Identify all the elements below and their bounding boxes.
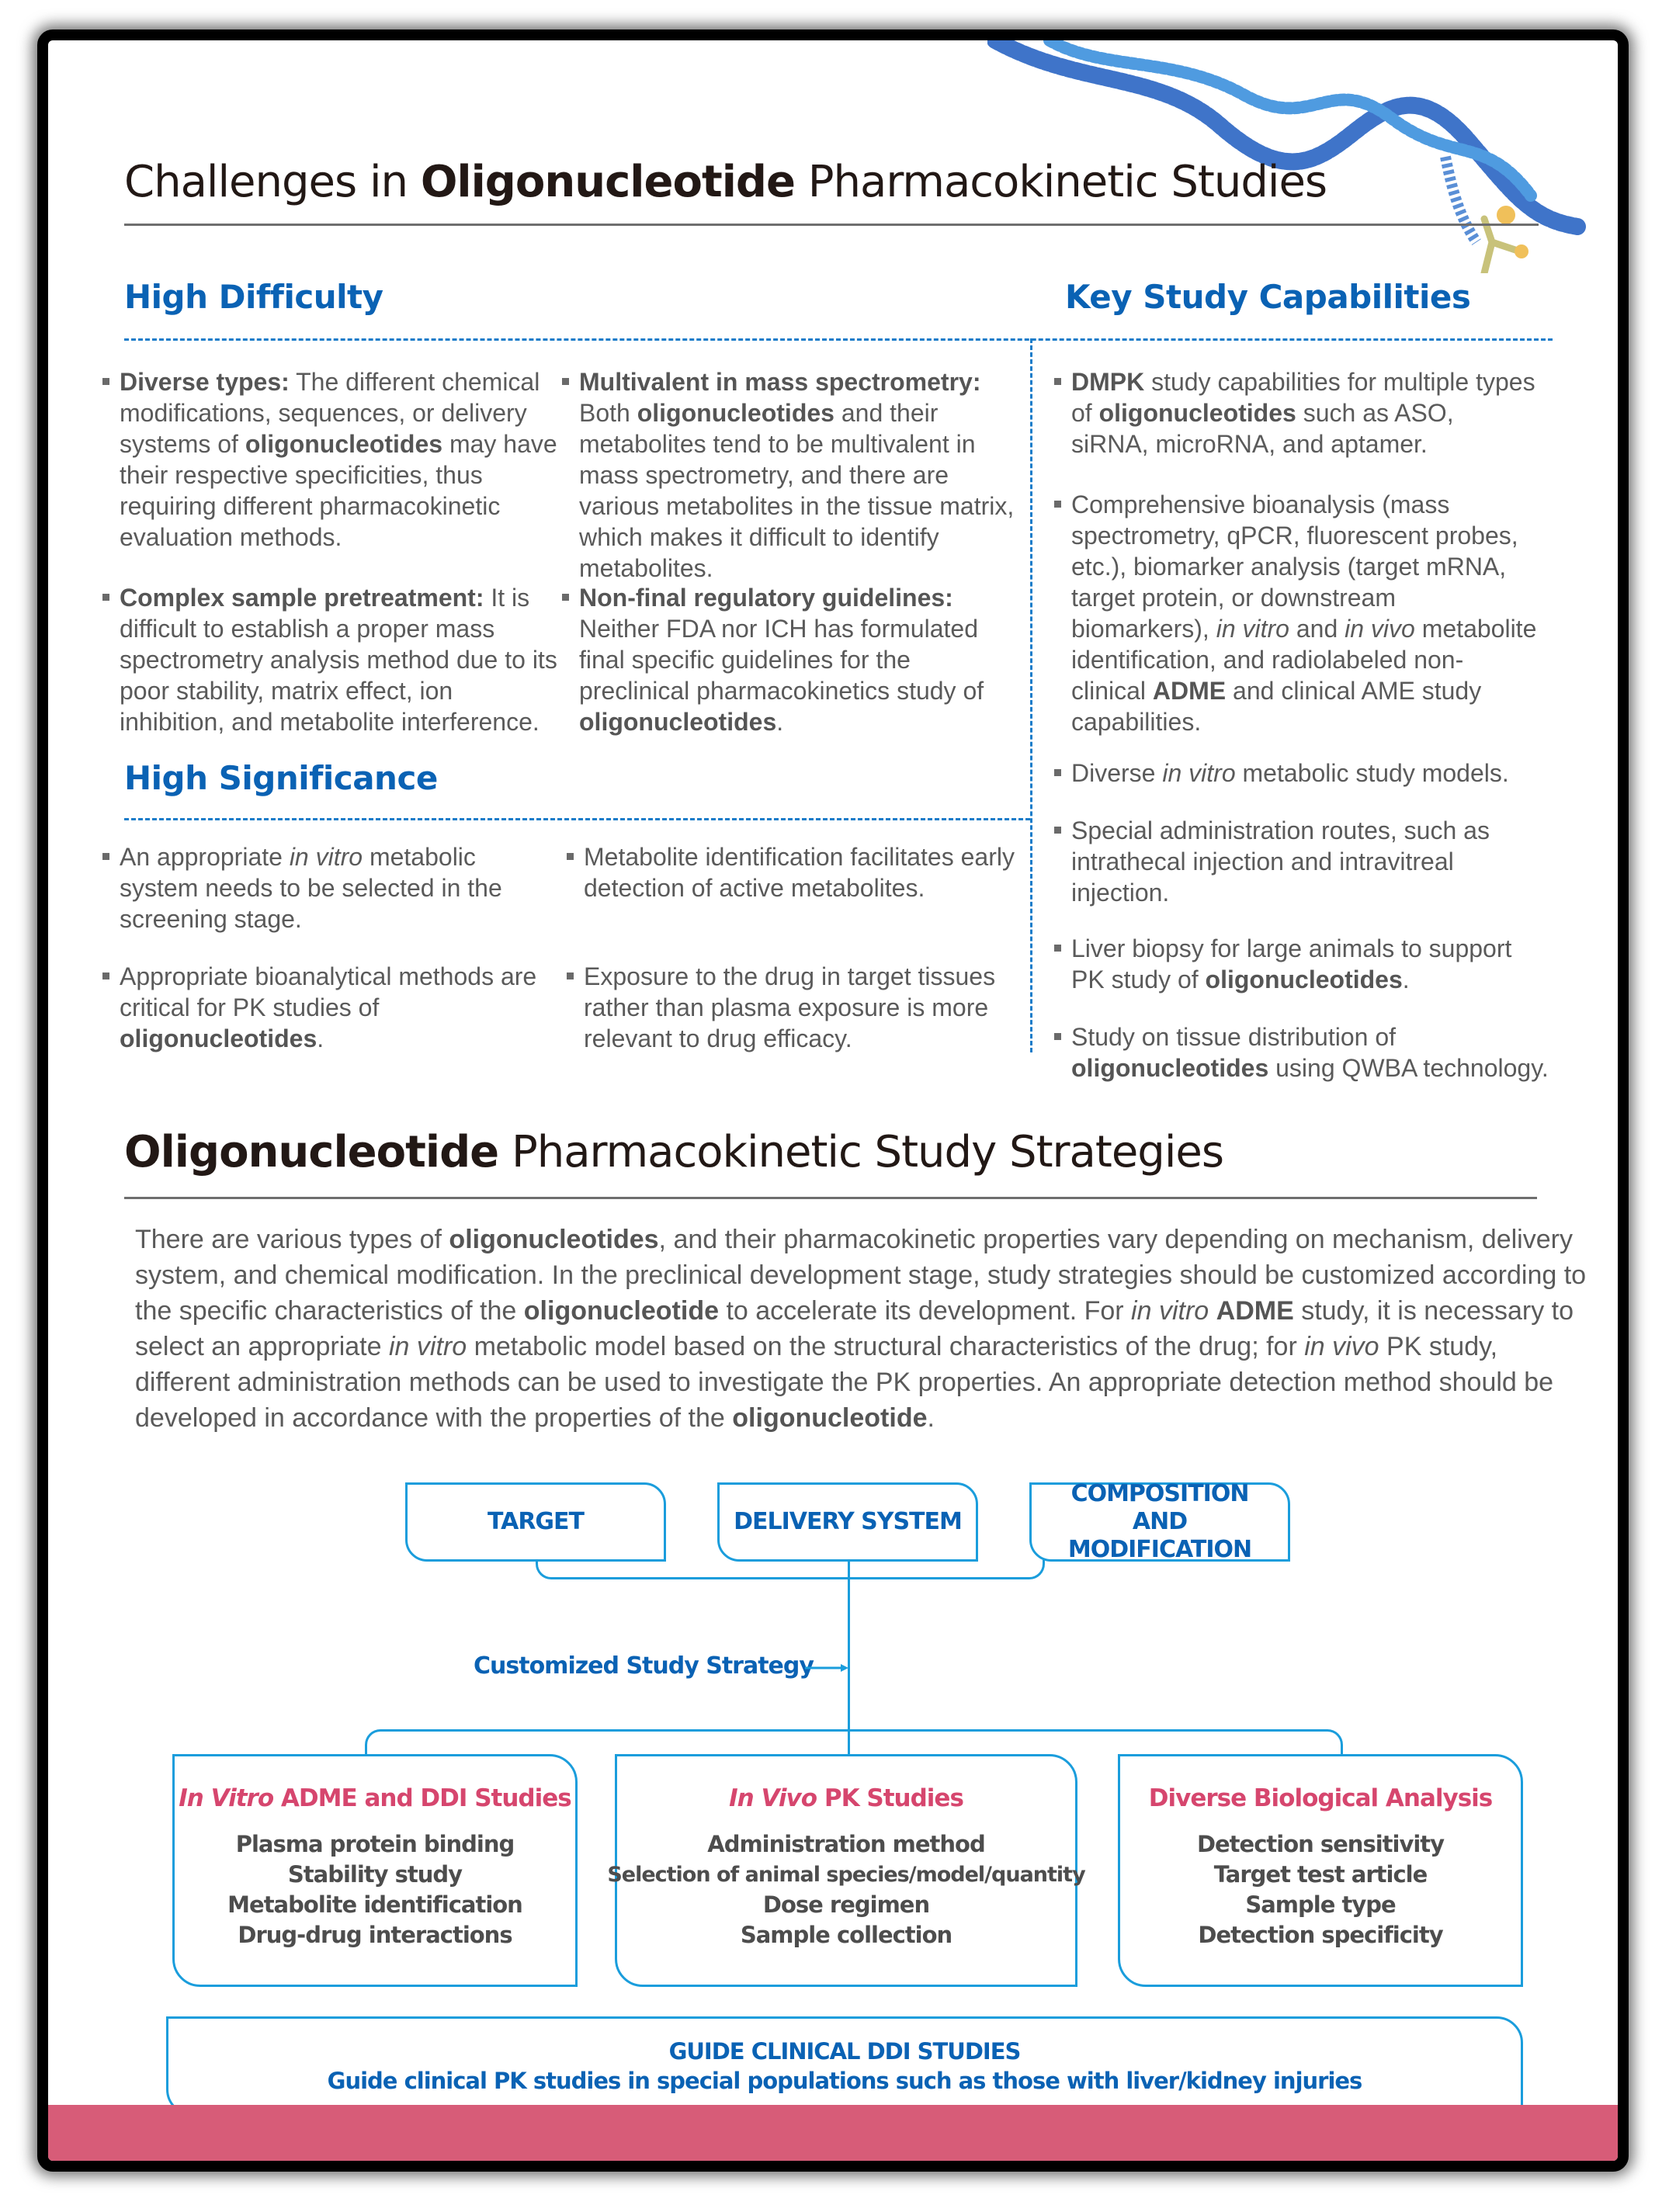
box-item: Administration method bbox=[707, 1831, 985, 1857]
title-italic: In Vitro bbox=[179, 1784, 274, 1812]
bullet-icon bbox=[102, 973, 109, 979]
item-text: metabolite identification, and radiolabeled non-clinical bbox=[1071, 615, 1537, 705]
item-text: Diverse bbox=[1071, 759, 1163, 787]
item-text: Metabolite identification facilitates early detection of active metabolites. bbox=[584, 843, 1015, 902]
item-text: Special administration routes, such as intrathecal injection and intravitreal injection. bbox=[1071, 816, 1490, 907]
box-item: Selection of animal species/model/quantity bbox=[607, 1863, 1085, 1887]
guide-title: GUIDE CLINICAL DDI STUDIES bbox=[668, 2038, 1021, 2065]
box-item: Detection specificity bbox=[1198, 1922, 1443, 1948]
list-item bbox=[584, 841, 1018, 903]
bullet-icon bbox=[102, 594, 109, 601]
item-label: Diverse types: bbox=[120, 368, 290, 396]
item-text: Comprehensive bioanalysis (mass spectrometry, qPCR, fluorescent probes, etc.), biomarker analysis (target mRNA, target protein, or downstream biomarkers), bbox=[1071, 491, 1518, 643]
title-text: Diverse Biological Analysis bbox=[1148, 1784, 1493, 1812]
para-text: to accelerate its development. For bbox=[719, 1296, 1132, 1326]
arrow-right-icon bbox=[805, 1662, 848, 1673]
title-divider bbox=[124, 224, 1539, 226]
box-item: Detection sensitivity bbox=[1196, 1831, 1445, 1857]
key-capabilities-heading: Key Study Capabilities bbox=[1065, 278, 1471, 316]
bullet-icon bbox=[1054, 1033, 1061, 1040]
item-italic: in vitro bbox=[289, 843, 363, 871]
document-frame bbox=[37, 29, 1629, 2172]
high-difficulty-heading: High Difficulty bbox=[124, 278, 383, 316]
title-part: Pharmacokinetic Studies bbox=[794, 157, 1327, 207]
title-text: PK Studies bbox=[817, 1784, 963, 1812]
item-italic: in vivo bbox=[1345, 615, 1415, 643]
bullet-icon bbox=[1054, 769, 1061, 776]
para-text: There are various types of bbox=[135, 1225, 449, 1254]
item-text: metabolic study models. bbox=[1235, 759, 1509, 787]
item-text: Study on tissue distribution of bbox=[1071, 1023, 1397, 1051]
item-emphasis: oligonucleotides bbox=[1205, 966, 1403, 993]
list-item bbox=[1071, 815, 1537, 908]
para-italic: in vitro bbox=[1131, 1296, 1209, 1326]
study-box-biological-analysis bbox=[1118, 1754, 1523, 1987]
para-text bbox=[1209, 1296, 1216, 1326]
item-text: It is difficult to establish a proper mass spectrometry analysis method due to its poor stability, matrix effect, ion inhibition, and metabolite interference. bbox=[120, 584, 557, 736]
item-text: An appropriate bbox=[120, 843, 290, 871]
para-italic: in vivo bbox=[1304, 1332, 1379, 1361]
list-item bbox=[1071, 366, 1537, 459]
connector-line bbox=[365, 1729, 1343, 1756]
footer-bar bbox=[48, 2105, 1618, 2161]
box-label: TARGET bbox=[487, 1508, 585, 1535]
title-emphasis: Oligonucleotide bbox=[124, 1127, 499, 1177]
item-text: Neither FDA nor ICH has formulated final specific guidelines for the preclinical pharmacokinetics study of bbox=[579, 615, 984, 705]
box-item: Drug-drug interactions bbox=[238, 1922, 512, 1948]
item-text: Liver biopsy for large animals to support PK study of bbox=[1071, 934, 1512, 993]
study-box-in-vivo bbox=[607, 1754, 1085, 1987]
item-text: . bbox=[317, 1025, 324, 1052]
item-emphasis: oligonucleotides bbox=[245, 430, 443, 458]
box-title bbox=[729, 1784, 963, 1812]
strategy-label bbox=[474, 1652, 814, 1680]
para-emphasis: oligonucleotide bbox=[523, 1296, 719, 1326]
box-item: Plasma protein binding bbox=[235, 1831, 515, 1857]
strategy-text: Customized Study Strategy bbox=[474, 1652, 814, 1680]
para-emphasis: oligonucleotides bbox=[449, 1225, 659, 1254]
item-emphasis: oligonucleotides bbox=[1098, 399, 1296, 427]
item-text: and their metabolites tend to be multivalent in mass spectrometry, and there are various metabolites in the tissue matrix, which makes it difficult to identify metabolites. bbox=[579, 399, 1015, 582]
title-part: Pharmacokinetic Study Strategies bbox=[498, 1127, 1224, 1177]
item-emphasis: oligonucleotides bbox=[637, 399, 834, 427]
box-item: Sample type bbox=[1245, 1891, 1396, 1918]
guide-text: Guide clinical PK studies in special populations such as those with liver/kidney injuries bbox=[327, 2068, 1362, 2094]
para-emphasis: oligonucleotide bbox=[732, 1403, 928, 1433]
factor-box-delivery-system bbox=[717, 1482, 978, 1562]
item-emphasis: ADME bbox=[1152, 677, 1227, 705]
box-item: Dose regimen bbox=[762, 1891, 930, 1918]
list-item bbox=[1071, 758, 1537, 789]
dashed-divider bbox=[124, 338, 1553, 341]
bullet-icon bbox=[1054, 378, 1061, 385]
box-title bbox=[179, 1784, 571, 1812]
list-item bbox=[1071, 489, 1537, 737]
item-text: metabolic system needs to be selected in the screening stage. bbox=[120, 843, 502, 933]
para-text: PK study, different administration methods can be used to investigate the PK properties. An appropriate detection method should be developed in accordance with the properties of the bbox=[135, 1332, 1554, 1433]
item-text: Exposure to the drug in target tissues rather than plasma exposure is more relevant to drug efficacy. bbox=[584, 962, 996, 1052]
item-text: using QWBA technology. bbox=[1268, 1054, 1549, 1082]
list-item bbox=[120, 841, 554, 934]
item-text: may have their respective specificities, thus requiring different pharmacokinetic evaluation methods. bbox=[120, 430, 557, 551]
section2-title bbox=[124, 1127, 1223, 1177]
item-label: Multivalent in mass spectrometry: bbox=[579, 368, 981, 396]
bullet-icon bbox=[1054, 945, 1061, 952]
dashed-column-divider bbox=[1030, 338, 1032, 1052]
connector-line bbox=[848, 1562, 850, 1729]
title-divider bbox=[124, 1197, 1537, 1199]
para-text: . bbox=[927, 1403, 935, 1433]
bullet-icon bbox=[562, 594, 569, 601]
bullet-icon bbox=[567, 853, 574, 860]
box-title bbox=[1149, 1784, 1493, 1812]
box-item: Metabolite identification bbox=[227, 1891, 522, 1918]
connector-line bbox=[848, 1729, 850, 1756]
guide-clinical-box bbox=[166, 2016, 1523, 2116]
item-text: and clinical AME study capabilities. bbox=[1071, 677, 1482, 736]
factor-box-target bbox=[405, 1482, 666, 1562]
study-box-in-vitro bbox=[172, 1754, 578, 1987]
list-item bbox=[120, 961, 554, 1054]
title-italic: In Vivo bbox=[729, 1784, 817, 1812]
page bbox=[48, 40, 1618, 2161]
item-text: such as ASO, siRNA, microRNA, and aptamer. bbox=[1071, 399, 1454, 458]
box-label: DELIVERY SYSTEM bbox=[734, 1508, 962, 1535]
item-text: Appropriate bioanalytical methods are critical for PK studies of bbox=[120, 962, 537, 1021]
title-emphasis: Oligonucleotide bbox=[420, 157, 795, 207]
item-emphasis: oligonucleotides bbox=[1071, 1054, 1269, 1082]
list-item bbox=[120, 582, 562, 737]
list-item bbox=[584, 961, 1018, 1054]
list-item bbox=[579, 366, 1022, 584]
para-italic: in vitro bbox=[388, 1332, 467, 1361]
item-emphasis: oligonucleotides bbox=[120, 1025, 317, 1052]
section1-title bbox=[124, 157, 1327, 207]
item-label: Non-final regulatory guidelines: bbox=[579, 584, 953, 612]
item-italic: in vitro bbox=[1162, 759, 1236, 787]
title-part: Challenges in bbox=[124, 157, 421, 207]
item-text: Both bbox=[579, 399, 637, 427]
box-label: COMPOSITION AND MODIFICATION bbox=[1067, 1480, 1252, 1563]
item-text: study capabilities for multiple types of bbox=[1071, 368, 1535, 427]
list-item bbox=[579, 582, 1022, 737]
item-emphasis: DMPK bbox=[1071, 368, 1145, 396]
para-text: metabolic model based on the structural characteristics of the drug; for bbox=[467, 1332, 1305, 1361]
box-item: Target test article bbox=[1213, 1861, 1428, 1888]
list-item bbox=[1071, 933, 1537, 995]
item-text: The different chemical modifications, sequences, or delivery systems of bbox=[120, 368, 540, 458]
connector-line bbox=[536, 1560, 1045, 1579]
strategy-paragraph bbox=[135, 1222, 1594, 1436]
bullet-icon bbox=[567, 973, 574, 979]
bullet-icon bbox=[1054, 827, 1061, 834]
title-text: ADME and DDI Studies bbox=[273, 1784, 571, 1812]
list-item bbox=[120, 366, 562, 553]
item-text: and bbox=[1289, 615, 1345, 643]
para-text: , and their pharmacokinetic properties vary depending on mechanism, delivery system, and chemical modification. In the preclinical development stage, study strategies should be customized according to the specific characteristics of the bbox=[135, 1225, 1587, 1326]
item-text: . bbox=[1402, 966, 1410, 993]
para-text: study, it is necessary to select an appropriate bbox=[135, 1296, 1574, 1361]
dashed-divider bbox=[124, 818, 1030, 820]
para-emphasis: ADME bbox=[1216, 1296, 1294, 1326]
bullet-icon bbox=[562, 378, 569, 385]
bullet-icon bbox=[102, 378, 109, 385]
high-significance-heading: High Significance bbox=[124, 759, 438, 797]
item-text: . bbox=[776, 708, 784, 736]
item-italic: in vitro bbox=[1216, 615, 1289, 643]
box-item: Sample collection bbox=[740, 1922, 952, 1948]
bullet-icon bbox=[102, 853, 109, 860]
item-label: Complex sample pretreatment: bbox=[120, 584, 484, 612]
list-item bbox=[1071, 1021, 1553, 1083]
box-item: Stability study bbox=[287, 1861, 463, 1888]
bullet-icon bbox=[1054, 501, 1061, 508]
item-emphasis: oligonucleotides bbox=[579, 708, 777, 736]
factor-box-composition bbox=[1029, 1482, 1290, 1562]
